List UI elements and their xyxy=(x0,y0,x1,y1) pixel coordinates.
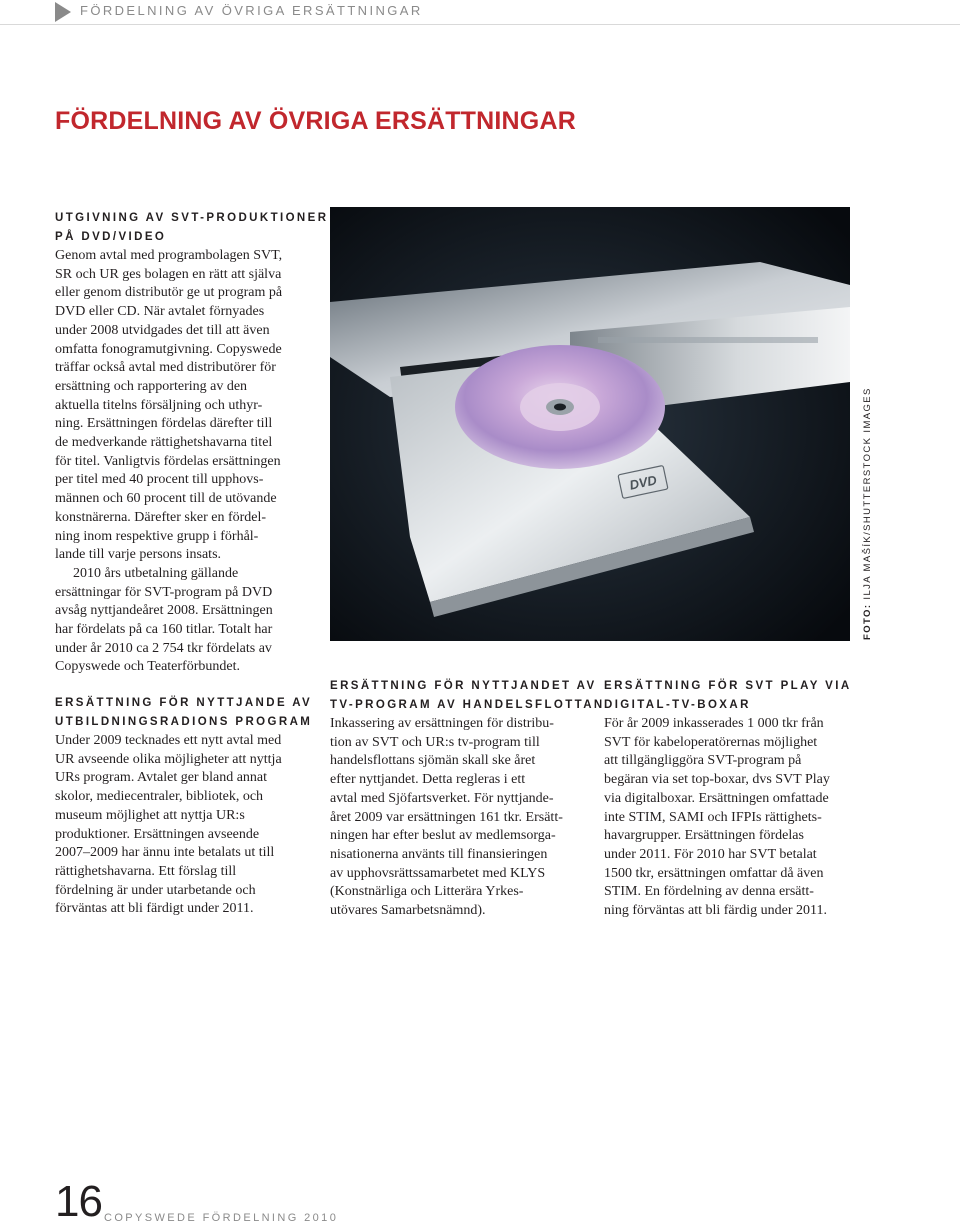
body-line: skolor, mediecentraler, bibliotek, och xyxy=(55,789,264,805)
section-heading xyxy=(55,209,329,247)
section-svt-dvd xyxy=(55,209,329,677)
dvd-player-photo xyxy=(330,207,850,641)
body-line: per titel med 40 procent till upphovs- xyxy=(55,472,264,488)
body-line: begäran via set top-boxar, dvs SVT Play xyxy=(604,772,830,788)
body-line: ersättningar för SVT-program på DVD xyxy=(55,584,273,600)
body-line: havargrupper. Ersättningen fördelas xyxy=(604,828,804,844)
body-line: för titel. Vanligtvis fördelas ersättningen xyxy=(55,453,281,469)
section-utbildningsradion xyxy=(55,694,313,919)
body-line: UR avseende olika möjligheter att nyttja xyxy=(55,751,282,767)
section-heading-line: ERSÄTTNING FÖR NYTTJANDET AV xyxy=(330,680,597,692)
body-line: aktuella titelns försäljning och uthyr- xyxy=(55,397,263,413)
body-line: inte STIM, SAMI och IFPIs rättighets- xyxy=(604,809,822,825)
body-line: under 2011. För 2010 har SVT betalat xyxy=(604,846,817,862)
section-svt-play xyxy=(604,677,856,921)
body-line: utövares Samarbetsnämnd). xyxy=(330,903,486,919)
body-line: DVD eller CD. När avtalet förnyades xyxy=(55,304,265,320)
body-line: har fördelats på ca 160 titlar. Totalt har xyxy=(55,622,273,638)
running-header-text: FÖRDELNING AV ÖVRIGA ERSÄTTNINGAR xyxy=(80,3,423,18)
dvd-logo-text: DVD xyxy=(628,472,659,493)
section-heading-line: UTGIVNING AV SVT-PRODUKTIONER xyxy=(55,212,329,224)
body-line: ning. Ersättningen fördelas därefter till xyxy=(55,416,273,432)
section-heading-line: ERSÄTTNING FÖR NYTTJANDE AV xyxy=(55,697,313,709)
body-line: efter nyttjandet. Detta regleras i ett xyxy=(330,772,526,788)
body-line: museum möjlighet att nyttja UR:s xyxy=(55,807,245,823)
section-heading-line: DIGITAL-TV-BOXAR xyxy=(604,699,751,711)
section-body xyxy=(55,732,307,919)
section-heading-line: ERSÄTTNING FÖR SVT PLAY VIA xyxy=(604,680,852,692)
body-line: av upphovsrättssamarbetet med KLYS xyxy=(330,865,546,881)
body-line: STIM. En fördelning av denna ersätt- xyxy=(604,884,814,900)
section-heading-line: PÅ DVD/VIDEO xyxy=(55,231,167,243)
body-line: För år 2009 inkasserades 1 000 tkr från xyxy=(604,716,824,731)
running-header xyxy=(0,0,960,25)
body-line: tion av SVT och UR:s tv-program till xyxy=(330,734,540,750)
section-body xyxy=(55,247,307,677)
body-line: Under 2009 tecknades ett nytt avtal med xyxy=(55,733,282,748)
body-line: Copyswede och Teaterförbundet. xyxy=(55,659,240,675)
body-line: avsåg nyttjandeåret 2008. Ersättningen xyxy=(55,603,273,619)
body-line: handelsflottans sjömän skall ske året xyxy=(330,753,536,769)
body-line: förväntas att bli färdigt under 2011. xyxy=(55,901,254,917)
body-line: (Konstnärliga och Litterära Yrkes- xyxy=(330,884,524,900)
section-body xyxy=(604,715,856,921)
body-line: produktioner. Ersättningen avseende xyxy=(55,826,260,842)
page-title: FÖRDELNING AV ÖVRIGA ERSÄTTNINGAR xyxy=(55,107,576,135)
body-line: 2010 års utbetalning gällande xyxy=(73,565,239,581)
photo-credit-name: ILJA MAŠÍK/SHUTTERSTOCK IMAGES xyxy=(862,387,873,600)
body-line: ersättning och rapportering av den xyxy=(55,378,248,394)
body-line: konstnärerna. Därefter sker en fördel- xyxy=(55,509,267,525)
footer-publication: COPYSWEDE FÖRDELNING 2010 xyxy=(104,1212,339,1224)
body-line: via digitalboxar. Ersättningen omfattade xyxy=(604,790,829,806)
body-line: ningen har efter beslut av medlemsorga- xyxy=(330,828,556,844)
body-line: under 2008 utvidgades det till att även xyxy=(55,322,270,338)
body-line: Genom avtal med programbolagen SVT, xyxy=(55,248,283,263)
section-heading xyxy=(55,694,313,732)
body-line: träffar också avtal med distributörer för xyxy=(55,360,276,376)
photo-credit-label: FOTO: xyxy=(862,603,873,640)
body-line: eller genom distributör ge ut program på xyxy=(55,285,283,301)
section-handelsflottan xyxy=(330,677,605,921)
body-line: året 2009 var ersättningen 161 tkr. Ersätt- xyxy=(330,809,563,825)
body-line: ning förväntas att bli färdig under 2011. xyxy=(604,903,828,919)
body-line: nisationerna använts till finansieringen xyxy=(330,846,548,862)
body-line: avtal med Sjöfartsverket. För nyttjande- xyxy=(330,790,554,806)
body-line: SR och UR ges bolagen en rätt att själva xyxy=(55,266,282,282)
body-line: fördelning är under utarbetande och xyxy=(55,882,256,898)
body-line: lande till varje persons insats. xyxy=(55,547,222,563)
triangle-arrow-icon xyxy=(55,2,71,22)
body-line: rättighetshavarna. Ett förslag till xyxy=(55,863,237,879)
body-line: omfatta fonogramutgivning. Copyswede xyxy=(55,341,282,357)
body-line: de medverkande rättighetshavarna titel xyxy=(55,435,273,451)
section-heading xyxy=(330,677,605,715)
section-heading xyxy=(604,677,856,715)
section-heading-line: TV-PROGRAM AV HANDELSFLOTTAN xyxy=(330,699,605,711)
section-heading-line: UTBILDNINGSRADIONS PROGRAM xyxy=(55,716,313,728)
section-body xyxy=(330,715,582,921)
page-number: 16 xyxy=(55,1177,102,1226)
body-line: att tillgängliggöra SVT-program på xyxy=(604,753,802,769)
body-line: ning inom respektive grupp i förhål- xyxy=(55,528,259,544)
dvd-player-illustration xyxy=(330,207,850,641)
photo-credit xyxy=(862,387,873,640)
body-line: under år 2010 ca 2 754 tkr fördelats av xyxy=(55,640,272,656)
body-line: 1500 tkr, ersättningen omfattar då även xyxy=(604,865,824,881)
body-line: URs program. Avtalet ger bland annat xyxy=(55,770,268,786)
body-line: SVT för kabeloperatörernas möjlighet xyxy=(604,734,818,750)
body-line: 2007–2009 har ännu inte betalats ut till xyxy=(55,845,275,861)
body-line: männen och 60 procent till de utövande xyxy=(55,491,277,507)
body-line: Inkassering av ersättningen för distribu- xyxy=(330,716,554,731)
